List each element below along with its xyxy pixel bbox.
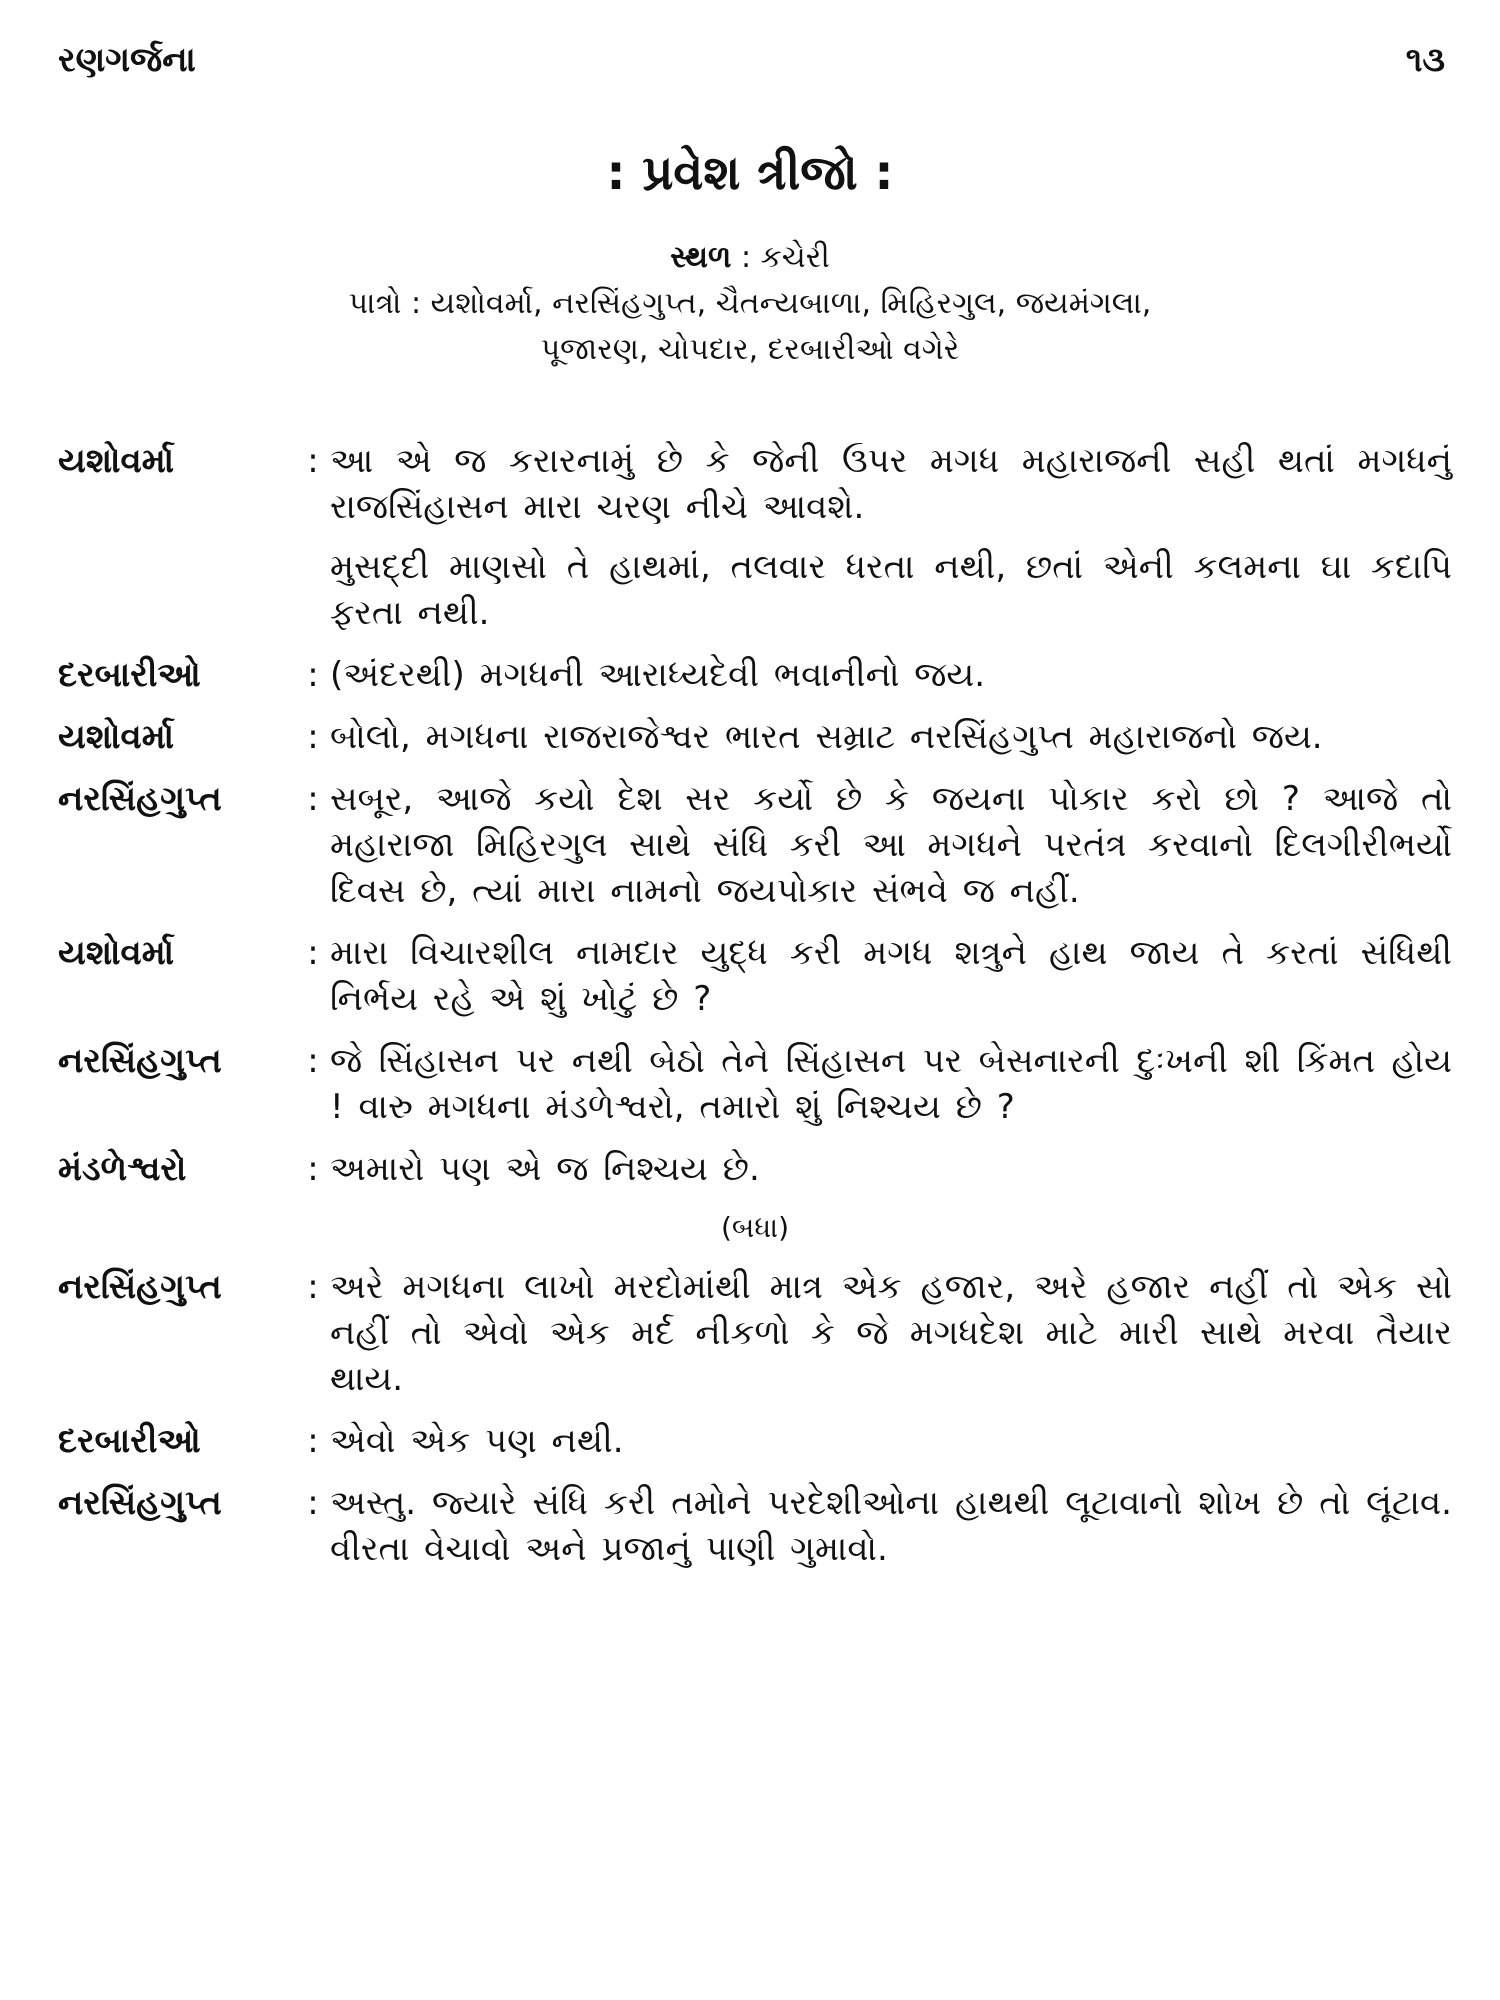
dialogue-entry [58, 1480, 1452, 1572]
speech [330, 776, 1452, 914]
speech-paragraph: જે સિંહાસન પર નથી બેઠો તેને સિંહાસન પર બેસનારની દુઃખની શી કિંમત હોય ! વારુ મગધના મંડળેશ્વરો, તમારો શું નિશ્ચય છે ? [330, 1041, 1452, 1127]
running-title: રણગર્જના [58, 40, 196, 80]
speech [330, 438, 1452, 636]
characters-line-1 [0, 281, 1500, 327]
speaker-colon: : [307, 1149, 319, 1189]
characters-separator: : [410, 286, 431, 321]
speech-paragraph: સબૂર, આજે કયો દેશ સર કર્યો છે કે જયના પોકાર કરો છો ? આજે તો મહારાજા મિહિરગુલ સાથે સંધિ કરી આ મગધને પરતંત્ર કરવાનો દિલગીરીભર્યો દિવસ છે, ત્યાં મારા નામનો જયપોકાર સંભવે જ નહીં. [330, 779, 1452, 911]
speech [330, 652, 1452, 698]
page-number: ૧૩ [1405, 40, 1445, 80]
speech-paragraph: મારા વિચારશીલ નામદાર યુદ્ધ કરી મગધ શત્રુને હાથ જાય તે કરતાં સંધિથી નિર્ભય રહે એ શું ખોટું છે ? [330, 933, 1452, 1019]
dialogue-entry [58, 1038, 1452, 1130]
speaker-colon: : [307, 1041, 319, 1081]
dialogue-entry [58, 714, 1452, 760]
speaker-name: મંડળેશ્વરો [58, 1149, 187, 1189]
dialogue-entry [58, 652, 1452, 698]
speaker-name: યશોવર્મા [58, 441, 175, 481]
speaker-name: નરસિંહગુપ્ત [58, 1267, 222, 1307]
stage-direction: (બધા) [721, 1211, 789, 1244]
speaker-colon: : [307, 1421, 319, 1461]
place-value: કચેરી [760, 240, 830, 275]
speech [330, 930, 1452, 1022]
speaker-name: યશોવર્મા [58, 717, 175, 757]
speaker-name: નરસિંહગુપ્ત [58, 1041, 222, 1081]
scene-title: : પ્રવેશ ત્રીજો : [606, 145, 894, 201]
characters-line-2: પૂજારણ, ચોપદાર, દરબારીઓ વગેરે [540, 332, 960, 367]
speech-paragraph: અસ્તુ. જ્યારે સંધિ કરી તમોને પરદેશીઓના હાથથી લૂટાવાનો શોખ છે તો લૂંટાવ. વીરતા વેચાવો અને પ્રજાનું પાણી ગુમાવો. [330, 1483, 1452, 1569]
speaker-colon: : [307, 1483, 319, 1523]
speech [330, 1038, 1452, 1130]
speech-paragraph: મુસદ્દી માણસો તે હાથમાં, તલવાર ધરતા નથી, છતાં એની કલમના ઘા કદાપિ ફરતા નથી. [330, 547, 1452, 633]
speech [330, 1480, 1452, 1572]
page-header [58, 40, 1445, 100]
dialogue [58, 438, 1452, 1588]
characters-label: પાત્રો [348, 286, 402, 321]
place-line [0, 235, 1500, 281]
speaker-colon: : [307, 717, 319, 757]
speaker-name: નરસિંહગુપ્ત [58, 779, 222, 819]
speech [330, 1418, 1452, 1464]
speaker-name: દરબારીઓ [58, 1421, 201, 1461]
speech-paragraph: એવો એક પણ નથી. [330, 1421, 624, 1461]
speech-paragraph: આ એ જ કરારનામું છે કે જેની ઉપર મગધ મહારાજની સહી થતાં મગધનું રાજસિંહાસન મારા ચરણ નીચે આવશે. [330, 441, 1452, 527]
speaker-name: નરસિંહગુપ્ત [58, 1483, 222, 1523]
dialogue-entry [58, 1264, 1452, 1402]
speaker-name: યશોવર્મા [58, 933, 175, 973]
dialogue-entry [58, 438, 1452, 636]
speaker-colon: : [307, 441, 319, 481]
dialogue-entry [58, 930, 1452, 1022]
speaker-colon: : [307, 1267, 319, 1307]
speech [330, 1146, 1452, 1192]
place-label: સ્થળ [670, 240, 732, 275]
speech-paragraph: અમારો પણ એ જ નિશ્ચય છે. [330, 1149, 760, 1189]
speech-paragraph: (અંદરથી) મગધની આરાધ્યદેવી ભવાનીનો જય. [330, 655, 986, 695]
speech-paragraph: અરે મગધના લાખો મરદોમાંથી માત્ર એક હજાર, અરે હજાર નહીં તો એક સો નહીં તો એવો એક મર્દ નીકળો કે જે મગધદેશ માટે મારી સાથે મરવા તૈયાર થાય. [330, 1267, 1452, 1399]
dialogue-entry [58, 1146, 1452, 1192]
speaker-colon: : [307, 655, 319, 695]
dialogue-entry [58, 776, 1452, 914]
speech [330, 714, 1452, 760]
characters-list-1: યશોવર્મા, નરસિંહગુપ્ત, ચૈતન્યબાળા, મિહિરગુલ, જયમંગલા, [430, 286, 1152, 321]
speech-paragraph: બોલો, મગધના રાજરાજેશ્વર ભારત સમ્રાટ નરસિંહગુપ્ત મહારાજનો જય. [330, 717, 1323, 757]
place-separator: : [740, 240, 761, 275]
scene-info [0, 235, 1500, 373]
dialogue-entry [58, 1418, 1452, 1464]
speaker-colon: : [307, 779, 319, 819]
speaker-name: દરબારીઓ [58, 655, 201, 695]
speaker-colon: : [307, 933, 319, 973]
speech [330, 1264, 1452, 1402]
